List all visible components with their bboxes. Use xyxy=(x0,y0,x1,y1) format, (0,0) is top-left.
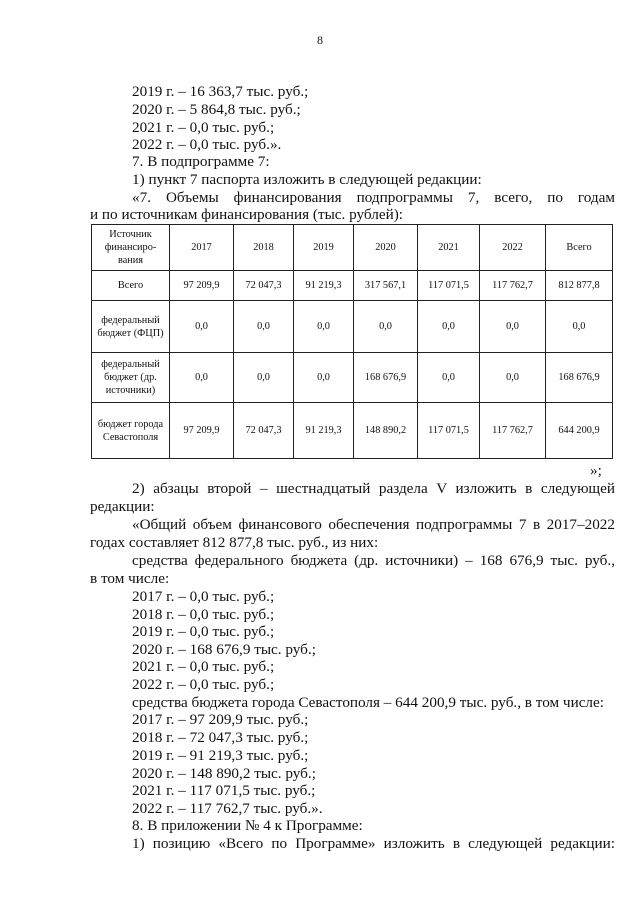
table-cell: 0,0 xyxy=(294,301,354,353)
text-line: 2021 г. – 0,0 тыс. руб.; xyxy=(132,119,275,136)
text-line: 2020 г. – 5 864,8 тыс. руб.; xyxy=(132,101,301,118)
table-cell: 91 219,3 xyxy=(294,403,354,459)
table-cell: 0,0 xyxy=(546,301,613,353)
closing-quote: »; xyxy=(590,462,602,479)
intro-line: и по источникам финансирования (тыс. рублей): xyxy=(90,206,404,223)
table-cell: 168 676,9 xyxy=(546,353,613,403)
federal-funds-line: в том числе: xyxy=(90,570,170,587)
text-line: 2019 г. – 16 363,7 тыс. руб.; xyxy=(132,83,309,100)
table-header-cell: Всего xyxy=(546,225,613,271)
city-year-line: 2022 г. – 117 762,7 тыс. руб.». xyxy=(132,800,323,817)
quote-line: годах составляет 812 877,8 тыс. руб., из них: xyxy=(90,534,379,551)
federal-year-line: 2019 г. – 0,0 тыс. руб.; xyxy=(132,623,275,640)
city-year-line: 2017 г. – 97 209,9 тыс. руб.; xyxy=(132,711,309,728)
table-cell: 168 676,9 xyxy=(354,353,418,403)
table-cell: 97 209,9 xyxy=(170,403,234,459)
table-cell: федеральный бюджет (др. источники) xyxy=(92,353,170,403)
section-heading: 7. В подпрограмме 7: xyxy=(132,153,270,170)
table-cell: 97 209,9 xyxy=(170,271,234,301)
table-row xyxy=(92,403,613,459)
table-header-cell: 2018 xyxy=(234,225,294,271)
table-cell: 0,0 xyxy=(170,353,234,403)
table-cell: 0,0 xyxy=(480,301,546,353)
table-cell: 117 071,5 xyxy=(418,403,480,459)
table-cell: федеральный бюджет (ФЦП) xyxy=(92,301,170,353)
table-cell: 812 877,8 xyxy=(546,271,613,301)
table-cell: 644 200,9 xyxy=(546,403,613,459)
table-cell: Всего xyxy=(92,271,170,301)
quote-line: «Общий объем финансового обеспечения подпрограммы 7 в 2017–2022 xyxy=(132,516,615,533)
table-header-cell: 2021 xyxy=(418,225,480,271)
table-header-cell: 2017 xyxy=(170,225,234,271)
federal-year-line: 2021 г. – 0,0 тыс. руб.; xyxy=(132,658,275,675)
city-year-line: 2021 г. – 117 071,5 тыс. руб.; xyxy=(132,782,316,799)
city-year-line: 2020 г. – 148 890,2 тыс. руб.; xyxy=(132,765,316,782)
table-cell: 0,0 xyxy=(170,301,234,353)
paragraph-line: 1) позицию «Всего по Программе» изложить в следующей редакции: xyxy=(132,835,615,852)
intro-line: «7. Объемы финансирования подпрограммы 7, всего, по годам xyxy=(132,189,615,206)
table-cell: 72 047,3 xyxy=(234,271,294,301)
financing-table xyxy=(91,224,613,459)
table-cell: 0,0 xyxy=(418,301,480,353)
table-header-cell: Источник финансиро-вания xyxy=(92,225,170,271)
table-cell: 0,0 xyxy=(234,353,294,403)
table-cell: 72 047,3 xyxy=(234,403,294,459)
table-row xyxy=(92,301,613,353)
table-row xyxy=(92,353,613,403)
table-cell: 0,0 xyxy=(480,353,546,403)
page-number: 8 xyxy=(317,33,323,47)
table-row xyxy=(92,271,613,301)
text-line: 2022 г. – 0,0 тыс. руб.». xyxy=(132,136,282,153)
federal-funds-line: средства федерального бюджета (др. источники) – 168 676,9 тыс. руб., xyxy=(132,552,615,569)
city-funds-line: средства бюджета города Севастополя – 644 200,9 тыс. руб., в том числе: xyxy=(132,694,604,711)
table-cell: 0,0 xyxy=(294,353,354,403)
table-cell: 117 762,7 xyxy=(480,271,546,301)
table-header-row xyxy=(92,225,613,271)
table-cell: 317 567,1 xyxy=(354,271,418,301)
table-cell: 117 762,7 xyxy=(480,403,546,459)
federal-year-line: 2017 г. – 0,0 тыс. руб.; xyxy=(132,588,275,605)
table-cell: 117 071,5 xyxy=(418,271,480,301)
federal-year-line: 2022 г. – 0,0 тыс. руб.; xyxy=(132,676,275,693)
table-cell: 0,0 xyxy=(234,301,294,353)
text-line: 1) пункт 7 паспорта изложить в следующей редакции: xyxy=(132,171,482,188)
table-cell: 0,0 xyxy=(418,353,480,403)
city-year-line: 2018 г. – 72 047,3 тыс. руб.; xyxy=(132,729,309,746)
paragraph-line: редакции: xyxy=(90,498,155,515)
paragraph-line: 2) абзацы второй – шестнадцатый раздела V изложить в следующей xyxy=(132,480,615,497)
section-heading: 8. В приложении № 4 к Программе: xyxy=(132,817,363,834)
table-header-cell: 2022 xyxy=(480,225,546,271)
table-cell: 148 890,2 xyxy=(354,403,418,459)
table-cell: 91 219,3 xyxy=(294,271,354,301)
table-header-cell: 2020 xyxy=(354,225,418,271)
federal-year-line: 2020 г. – 168 676,9 тыс. руб.; xyxy=(132,641,316,658)
table-cell: 0,0 xyxy=(354,301,418,353)
city-year-line: 2019 г. – 91 219,3 тыс. руб.; xyxy=(132,747,309,764)
table-cell: бюджет города Севастополя xyxy=(92,403,170,459)
table-header-cell: 2019 xyxy=(294,225,354,271)
federal-year-line: 2018 г. – 0,0 тыс. руб.; xyxy=(132,606,275,623)
